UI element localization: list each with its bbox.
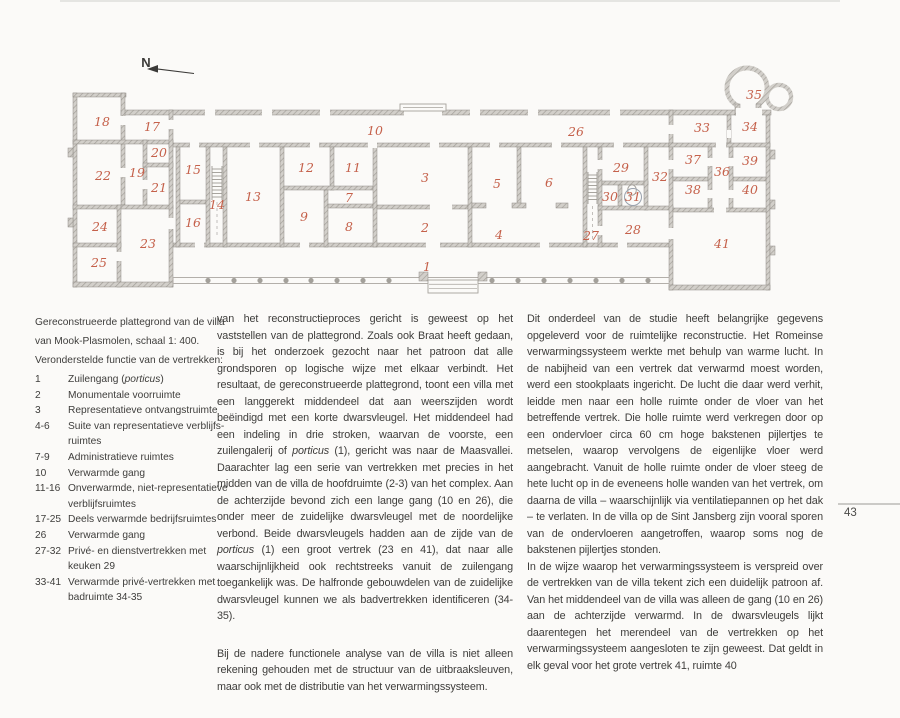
room-label-3: 3 — [421, 170, 429, 185]
room-label-2: 2 — [421, 220, 429, 235]
legend-room-number: 27-32 — [35, 545, 62, 557]
body-paragraph: In de wijze waarop het verwarmingssysteem is verspreid over de vertrekken van de villa tekent zich een duidelijk patroon af. Van het middendeel van de villa was alleen de gang (10 en 26) aan de achterzijde verwarmd. In de dwarsvleugels lijkt daarentegen het merendeel van de vertrekken op het verwarmingssysteem aangesloten te zijn geweest. Dat geldt in elk geval voor het grote vertrek 41, ruimte 40 — [527, 560, 823, 672]
plan-walls — [68, 93, 775, 290]
margin-rule — [838, 503, 900, 505]
north-arrow — [141, 55, 194, 74]
room-label-17: 17 — [144, 119, 160, 134]
rear-entrance — [400, 104, 446, 111]
room-label-9: 9 — [300, 209, 308, 224]
legend-item — [35, 528, 235, 544]
legend-room-number: 26 — [35, 529, 47, 541]
legend-room-number: 10 — [35, 467, 47, 479]
room-label-24: 24 — [92, 219, 108, 234]
caption-line: van Mook-Plasmolen, schaal 1: 400. — [35, 336, 200, 347]
room-label-5: 5 — [493, 176, 501, 191]
legend-room-number: 3 — [35, 405, 41, 417]
legend-room-function: Privé- en dienstvertrekken met keuken 29 — [68, 545, 207, 573]
legend-room-function: Representatieve ontvangstruimte — [68, 405, 218, 417]
room-label-15: 15 — [185, 162, 201, 177]
body-paragraph: van het reconstructieproces gericht is geweest op het vaststellen van de plattegrond. Zoals ook Braat heeft gedaan, is bij het onderzoek gezocht naar het patroon dat alle grondsporen op logische wijze met elkaar verbindt. Het resultaat, de gereconstrueerde plattegrond, toont een villa met een langgerekt middendeel dat aan weerszijden wordt beëindigd met een korte dwarsvleugel. Het middendeel had een indeling in drie stroken, waarvan de voorste, een zuilengalerij of porticus (1), gericht was naar de Maasvallei. Daarachter lag een serie van vertrekken met precies in het midden van de villa de hoofdruimte (2-3) van het complex. Aan de achterzijde bevond zich een lange gang (10 en 26), die onder meer de zuidelijke dwarsvleugel met de noordelijke verbond. Beide dwarsvleugels hadden aan de zijde van de porticus (1) een groot vertrek (23 en 41), dat naar alle waarschijnlijkheid ook rechtstreeks vanuit de zuilengang toegankelijk was. De halfronde gebouwdelen van de zuidelijke dwarsvleugel kunnen we als badvertrekken identificeren (34-35). — [217, 313, 513, 622]
room-label-16: 16 — [185, 215, 201, 230]
legend-room-function: Deels verwarmde bedrijfsruimtes — [68, 514, 217, 526]
caption-line: Gereconstrueerde plattegrond van de villa — [35, 317, 225, 328]
legend-item — [35, 403, 235, 419]
legend-room-function: Zuilengang (porticus) — [68, 374, 164, 385]
room-label-31: 31 — [625, 189, 641, 204]
legend-room-function: Suite van representatieve verblijfs- ruimtes — [68, 420, 225, 448]
text-column-middle — [217, 311, 513, 695]
room-label-12: 12 — [298, 160, 314, 175]
room-label-14: 14 — [209, 197, 225, 212]
legend-room-number: 33-41 — [35, 576, 62, 588]
room-label-35: 35 — [746, 87, 762, 102]
room-label-1: 1 — [423, 259, 431, 274]
legend-room-function: Verwarmde privé-vertrekken met badruimte 34-35 — [68, 576, 216, 604]
caption-line: Veronderstelde functie van de vertrekken: — [35, 355, 224, 366]
floor-plan — [60, 40, 820, 305]
room-label-6: 6 — [545, 175, 553, 190]
legend-item — [35, 419, 235, 450]
room-label-29: 29 — [613, 160, 629, 175]
scan-edge — [60, 0, 840, 2]
page-number: 43 — [844, 507, 857, 519]
legend-item — [35, 544, 235, 575]
legend-room-function: Administratieve ruimtes — [68, 451, 174, 463]
figure-caption — [35, 313, 235, 370]
legend-item — [35, 466, 235, 482]
room-label-13: 13 — [245, 189, 261, 204]
legend-item — [35, 481, 235, 512]
room-label-8: 8 — [345, 219, 353, 234]
room-legend — [35, 372, 235, 606]
room-label-18: 18 — [94, 114, 110, 129]
room-label-20: 20 — [151, 145, 167, 160]
room-label-21: 21 — [151, 180, 167, 195]
legend-room-number: 2 — [35, 389, 41, 401]
room-label-34: 34 — [742, 119, 758, 134]
legend-item — [35, 372, 235, 388]
room-label-4: 4 — [495, 227, 503, 242]
legend-item — [35, 512, 235, 528]
door-openings — [116, 108, 762, 261]
legend-item — [35, 388, 235, 404]
room-label-19: 19 — [129, 165, 145, 180]
body-paragraph: Dit onderdeel van de studie heeft belangrijke gegevens opgeleverd voor de ruimtelijke reconstructie. Het Romeinse verwarmingssysteem werkte met behulp van warme lucht. In de nabijheid van een vertrek dat verwarmd moest worden, werd een stookplaats ingericht. De lucht die daar werd verhit, leidde men naar een holle ruimte onder de vloer van het betreffende vertrek. Die holle ruimte werd verkregen door op een ondervloer circa 60 cm hoge bakstenen pijlertjes te metselen, waarop vervolgens de eigenlijke vloer werd aangebracht. Vanuit de holle ruimte onder de vloer steeg de hete lucht op in de eveneens holle wanden van het vertrek, om daarna de villa – waarschijnlijk via ventilatiepannen op het dak – te verlaten. In de villa op de Sint Jansberg zijn vooral sporen van de ondervloeren aangetroffen, waarop soms nog de bakstenen pijlertjes stonden. — [527, 313, 823, 556]
room-label-40: 40 — [742, 182, 758, 197]
room-label-32: 32 — [652, 169, 668, 184]
legend-room-function: Verwarmde gang — [68, 467, 146, 479]
room-label-10: 10 — [367, 123, 383, 138]
room-label-23: 23 — [140, 236, 156, 251]
text-column-right — [527, 311, 823, 674]
legend-room-number: 11-16 — [35, 483, 61, 495]
porticus-colonnade — [173, 272, 669, 293]
room-label-33: 33 — [694, 120, 710, 135]
legend-room-number: 7-9 — [35, 451, 50, 463]
room-label-22: 22 — [95, 168, 111, 183]
north-label: N — [141, 55, 151, 70]
legend-item — [35, 450, 235, 466]
legend-room-number: 1 — [35, 374, 41, 385]
room-label-39: 39 — [742, 153, 758, 168]
legend-room-function: Onverwarmde, niet-representatieve verblijfsruimtes — [68, 483, 228, 510]
room-label-30: 30 — [602, 189, 618, 204]
room-label-38: 38 — [685, 182, 701, 197]
body-paragraph: Bij de nadere functionele analyse van de villa is niet alleen rekening gehouden met de structuur van de uitbraaksleuven, maar ook met de distributie van het verwarmingssysteem. — [217, 647, 513, 693]
legend-room-number: 17-25 — [35, 514, 62, 526]
legend-room-function: Monumentale voorruimte — [68, 389, 181, 401]
room-label-36: 36 — [714, 164, 730, 179]
legend-item — [35, 575, 235, 606]
legend-room-number: 4-6 — [35, 420, 50, 432]
room-label-41: 41 — [714, 236, 730, 251]
room-label-28: 28 — [625, 222, 641, 237]
legend-room-function: Verwarmde gang — [68, 529, 146, 541]
room-label-11: 11 — [345, 160, 361, 175]
room-label-37: 37 — [685, 152, 701, 167]
room-label-26: 26 — [568, 124, 584, 139]
room-label-25: 25 — [91, 255, 107, 270]
room-label-27: 27 — [583, 228, 599, 243]
room-label-7: 7 — [345, 190, 353, 205]
